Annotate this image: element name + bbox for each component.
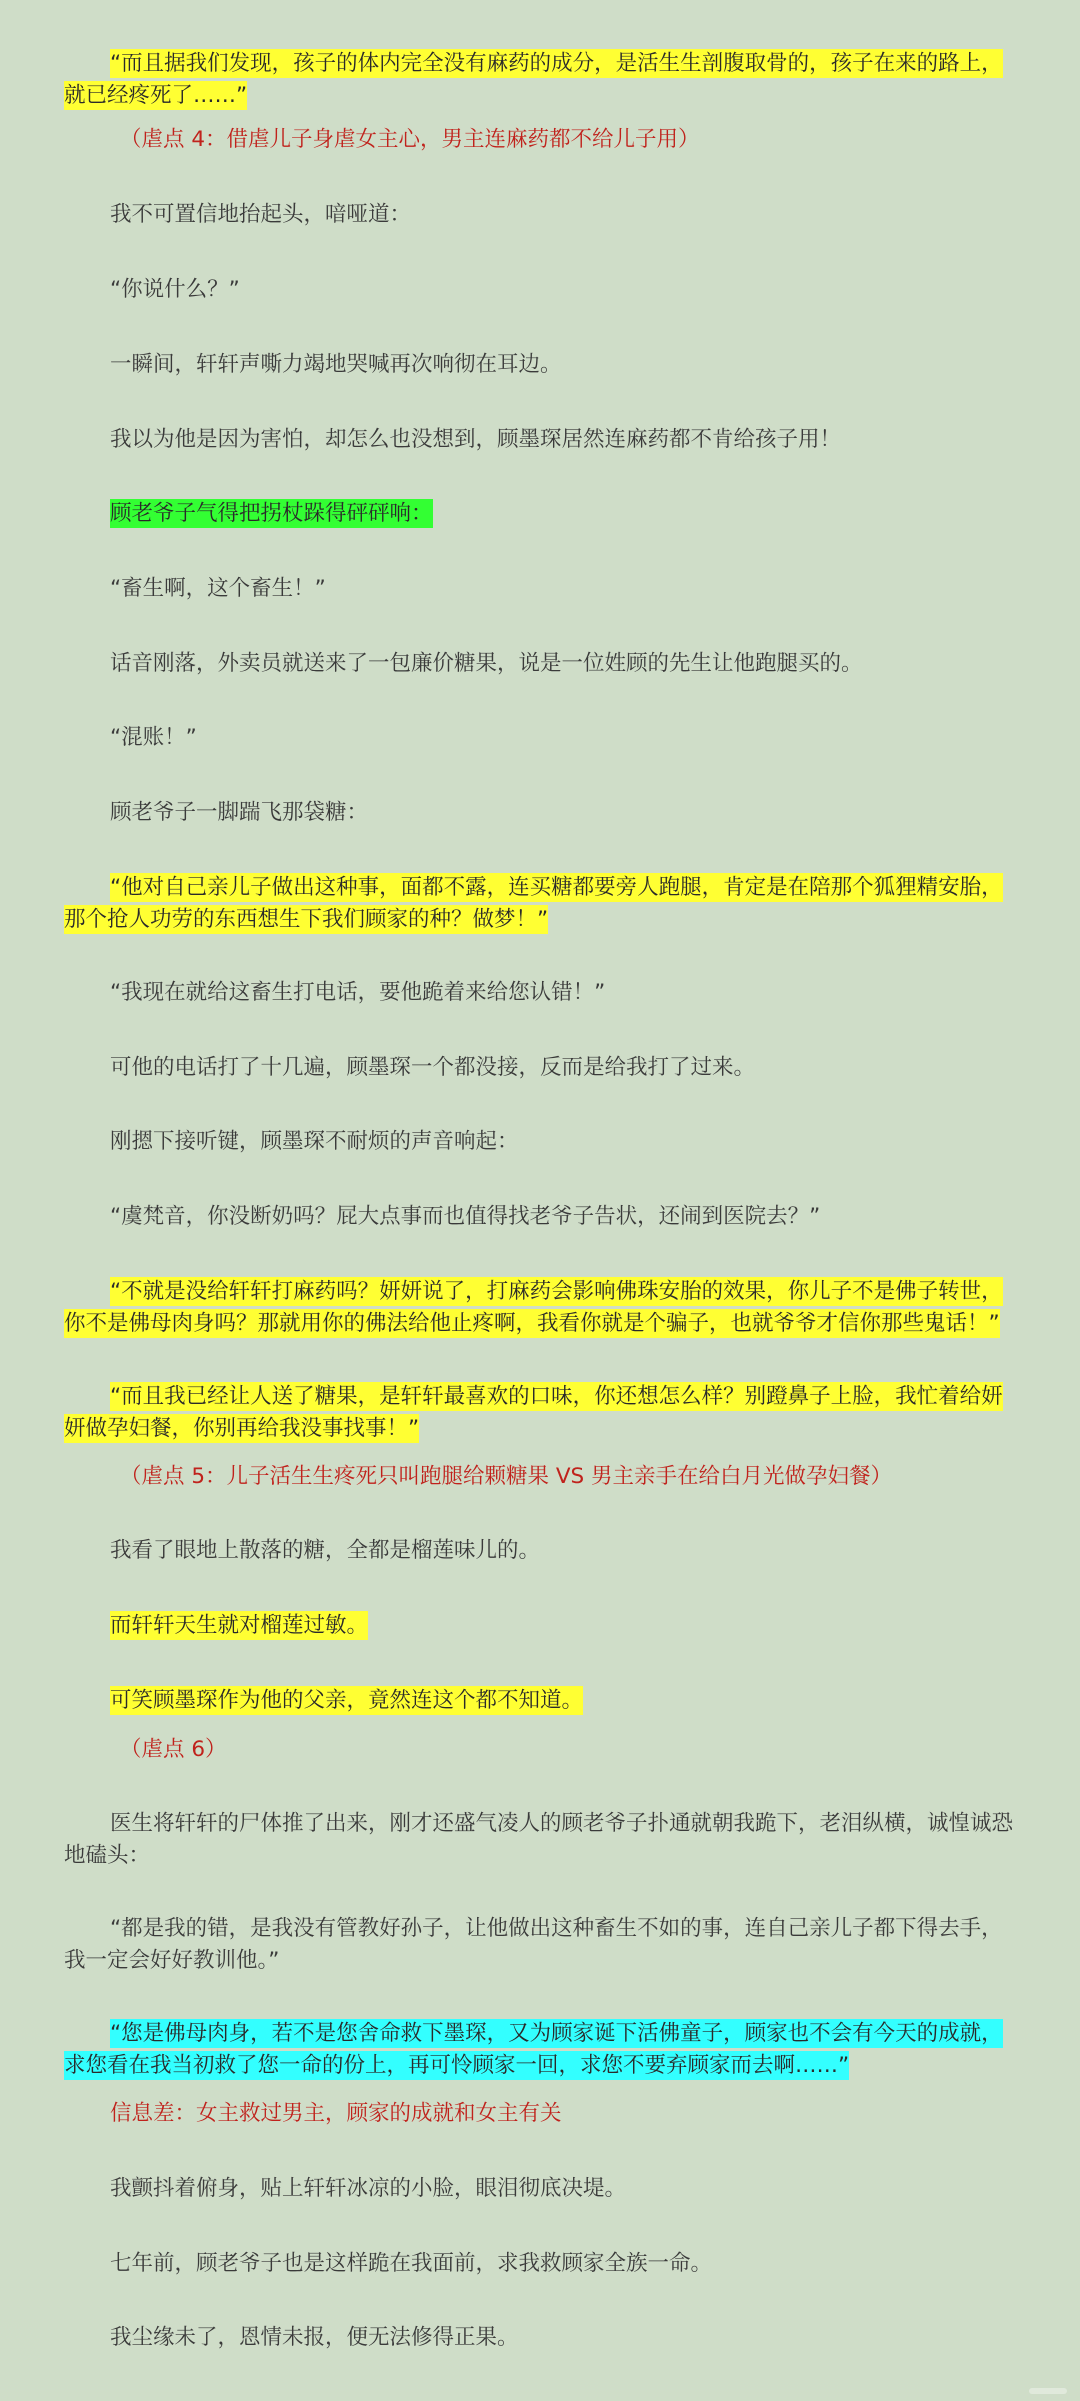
highlighted-text: “而且我已经让人送了糖果，是轩轩最喜欢的口味，你还想怎么样？别蹬鼻子上脸，我忙着给妍妍做孕妇餐，你别再给我没事找事！”	[64, 1384, 1003, 1441]
watermark-mark	[1028, 2382, 1068, 2394]
paragraph: 可他的电话打了十几遍，顾墨琛一个都没接，反而是给我打了过来。	[110, 1055, 756, 1080]
paragraph: 我颤抖着俯身，贴上轩轩冰凉的小脸，眼泪彻底决堤。	[110, 2176, 627, 2201]
highlighted-text: “您是佛母肉身，若不是您舍命救下墨琛，又为顾家诞下活佛童子，顾家也不会有今天的成就，求您看在我当初救了您一命的份上，再可怜顾家一回，求您不要弃顾家而去啊……”	[64, 2021, 1003, 2078]
paragraph: “虞梵音，你没断奶吗？屁大点事而也值得找老爷子告状，还闹到医院去？”	[110, 1204, 821, 1229]
paragraph	[64, 1610, 1016, 1642]
watermark-icon	[1028, 2385, 1068, 2397]
highlighted-text: “不就是没给轩轩打麻药吗？妍妍说了，打麻药会影响佛珠安胎的效果，你儿子不是佛子转世，你不是佛母肉身吗？那就用你的佛法给他止疼啊，我看你就是个骗子，也就爷爷才信你那些鬼话！”	[64, 1279, 1003, 1336]
paragraph	[64, 498, 1016, 530]
paragraph	[64, 2018, 1016, 2082]
annotation-note: （虐点 4：借虐儿子身虐女主心，男主连麻药都不给儿子用）	[120, 127, 700, 152]
paragraph	[64, 1381, 1016, 1445]
paragraph: 我不可置信地抬起头，喑哑道：	[110, 202, 412, 227]
paragraph: 我看了眼地上散落的糖，全都是榴莲味儿的。	[110, 1538, 541, 1563]
paragraph: 刚摁下接听键，顾墨琛不耐烦的声音响起：	[110, 1129, 519, 1154]
highlighted-text: “而且据我们发现，孩子的体内完全没有麻药的成分，是活生生剖腹取骨的，孩子在来的路上，就已经疼死了……”	[64, 51, 1003, 108]
highlighted-text: 顾老爷子气得把拐杖跺得砰砰响：	[110, 501, 433, 526]
highlighted-text: “他对自己亲儿子做出这种事，面都不露，连买糖都要旁人跑腿，肯定是在陪那个狐狸精安胎，那个抢人功劳的东西想生下我们顾家的种？做梦！”	[64, 875, 1003, 932]
paragraph: “混账！”	[110, 725, 197, 750]
paragraph: 话音刚落，外卖员就送来了一包廉价糖果，说是一位姓顾的先生让他跑腿买的。	[110, 651, 863, 676]
paragraph	[64, 1685, 1016, 1717]
paragraph	[64, 1276, 1016, 1340]
annotation-note: （虐点 6）	[120, 1737, 227, 1762]
paragraph	[64, 872, 1016, 936]
paragraph: 我尘缘未了，恩情未报，便无法修得正果。	[110, 2325, 519, 2350]
annotation-note: （虐点 5：儿子活生生疼死只叫跑腿给颗糖果 VS 男主亲手在给白月光做孕妇餐）	[120, 1464, 893, 1489]
highlighted-text: 而轩轩天生就对榴莲过敏。	[110, 1613, 369, 1638]
paragraph: 顾老爷子一脚踹飞那袋糖：	[110, 800, 369, 825]
paragraph	[64, 48, 1016, 112]
annotation-note: 信息差：女主救过男主，顾家的成就和女主有关	[110, 2101, 562, 2126]
paragraph: “畜生啊，这个畜生！”	[110, 576, 326, 601]
paragraph: “你说什么？”	[110, 277, 240, 302]
paragraph: 一瞬间，轩轩声嘶力竭地哭喊再次响彻在耳边。	[110, 352, 562, 377]
paragraph: 医生将轩轩的尸体推了出来，刚才还盛气凌人的顾老爷子扑通就朝我跪下，老泪纵横，诚惶诚恐地磕头：	[64, 1811, 1014, 1868]
paragraph: 七年前，顾老爷子也是这样跪在我面前，求我救顾家全族一命。	[110, 2251, 713, 2276]
paragraph: “我现在就给这畜生打电话，要他跪着来给您认错！”	[110, 980, 606, 1005]
paragraph: 我以为他是因为害怕，却怎么也没想到，顾墨琛居然连麻药都不肯给孩子用！	[110, 427, 842, 452]
highlighted-text: 可笑顾墨琛作为他的父亲，竟然连这个都不知道。	[110, 1688, 584, 1713]
paragraph: “都是我的错，是我没有管教好孙子，让他做出这种畜生不如的事，连自己亲儿子都下得去手，我一定会好好教训他。”	[64, 1916, 1003, 1973]
